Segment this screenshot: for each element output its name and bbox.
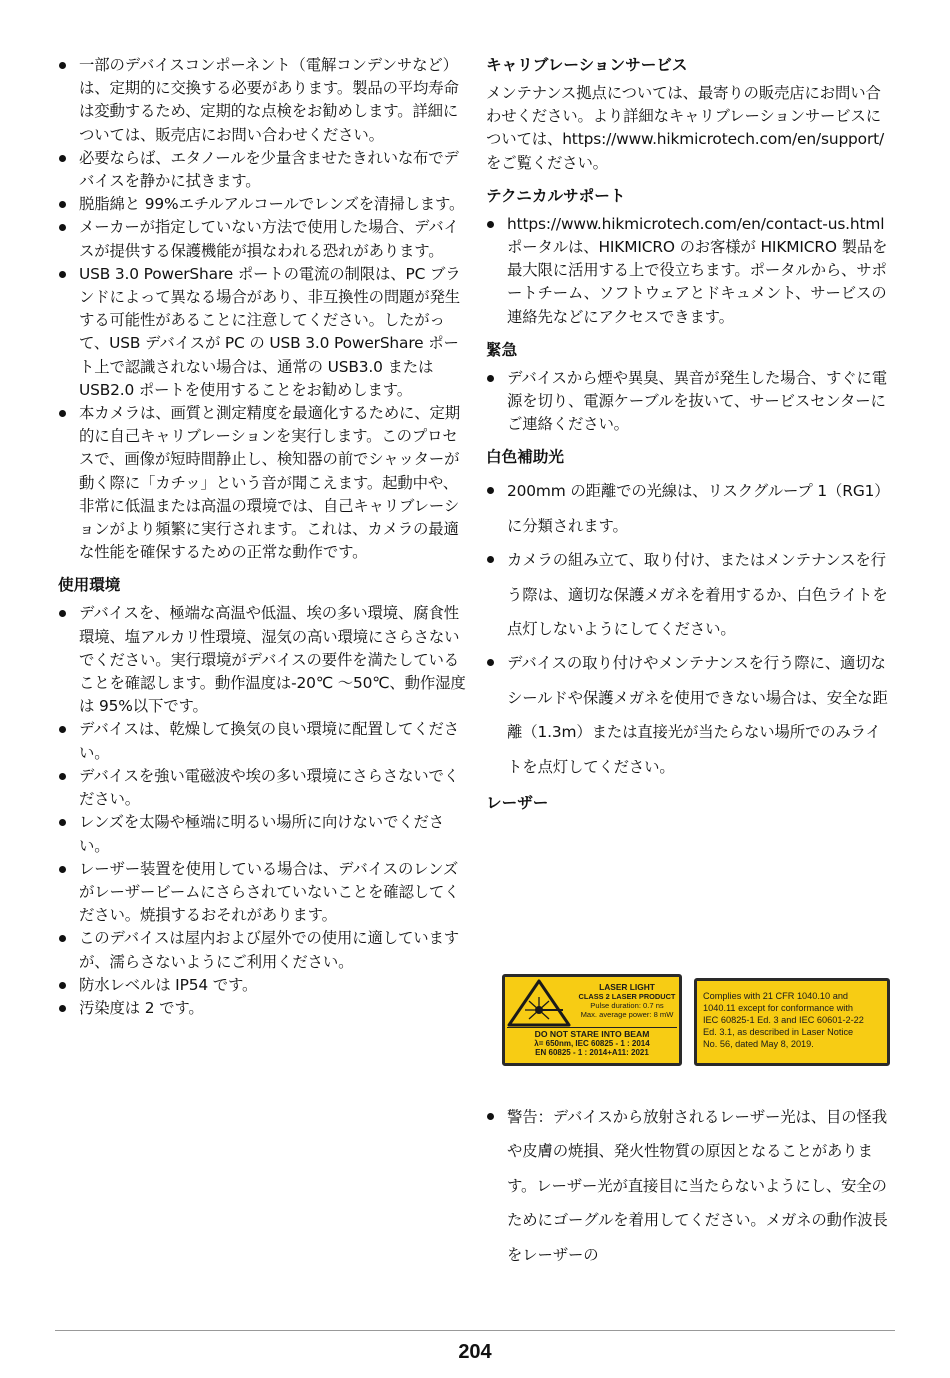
- env-heading: 使用環境: [58, 576, 121, 595]
- maintenance-list: [58, 54, 466, 564]
- page-number: 204: [458, 1341, 492, 1363]
- laser-label-line: LASER LIGHT: [599, 982, 655, 992]
- list-item: USB 3.0 PowerShare ポートの電流の制限は、PC ブランドによって異なる場合があり、非互換性の問題が発生する可能性があることに注意してください。したがって、USB デバイスが PC の USB 3.0 PowerShare ポート上で認識されない場合は、通常の USB3.0 または USB2.0 ポートを使用することをお勧めします。: [58, 263, 466, 402]
- laser-hazard-icon: [507, 979, 571, 1027]
- white-light-list: [486, 474, 894, 784]
- list-item: デバイスを強い電磁波や埃の多い環境にさらさないでください。: [58, 765, 466, 811]
- list-item: 防水レベルは IP54 です。: [58, 974, 466, 997]
- white-light-heading: 白色補助光: [486, 448, 564, 467]
- laser-warning-list: [486, 1100, 894, 1272]
- laser-label-bottom: [507, 1027, 677, 1057]
- list-item: 一部のデバイスコンポーネント（電解コンデンサなど）は、定期的に交換する必要があります。製品の平均寿命は変動するため、定期的な点検をお勧めします。詳細については、販売店にお問い合わせください。: [58, 54, 466, 147]
- emergency-list: [486, 367, 894, 437]
- left-column: [58, 54, 466, 1020]
- environment-list: [58, 602, 466, 1020]
- list-item: このデバイスは屋内および屋外での使用に適していますが、濡らさないようにご利用ください。: [58, 927, 466, 973]
- list-item: デバイスを、極端な高温や低温、埃の多い環境、腐食性環境、塩アルカリ性環境、湿気の高い環境にさらさないでください。実行環境がデバイスの要件を満たしていることを確認します。動作温度は-20℃ ～50℃、動作湿度は 95%以下です。: [58, 602, 466, 718]
- calibration-heading: キャリブレーションサービス: [486, 56, 688, 74]
- laser-label-line: λ= 650nm, IEC 60825 - 1 : 2014: [534, 1039, 650, 1048]
- list-item: 200mm の距離での光線は、リスクグループ 1（RG1）に分類されます。: [486, 474, 894, 543]
- laser-label-line: CLASS 2 LASER PRODUCT: [578, 992, 676, 1001]
- footer-divider: [55, 1330, 895, 1331]
- emergency-heading: 緊急: [486, 340, 518, 359]
- laser-label-text: [575, 982, 679, 1019]
- list-item: デバイスは、乾燥して換気の良い環境に配置してください。: [58, 718, 466, 764]
- list-item: デバイスから煙や異臭、異音が発生した場合、すぐに電源を切り、電源ケーブルを抜いて、サービスセンターにご連絡ください。: [486, 367, 894, 437]
- list-item: 脱脂綿と 99%エチルアルコールでレンズを清掃します。: [58, 193, 466, 216]
- list-item: レーザー装置を使用している場合は、デバイスのレンズがレーザービームにさらされていないことを確認してください。焼損するおそれがあります。: [58, 858, 466, 928]
- list-item: メーカーが指定していない方法で使用した場合、デバイスが提供する保護機能が損なわれる恐れがあります。: [58, 216, 466, 262]
- laser-label-line: Max. average power: 8 mW: [580, 1010, 674, 1019]
- laser-label-line: Pulse duration: 0.7 ns: [590, 1001, 664, 1010]
- calibration-text: メンテナンス拠点については、最寄りの販売店にお問い合わせください。より詳細なキャリブレーションサービスについては、https://www.hikmicrotech.com/en/support/をご覧ください。: [486, 84, 885, 172]
- list-item: デバイスの取り付けやメンテナンスを行う際に、適切なシールドや保護メガネを使用できない場合は、安全な距離（1.3m）または直接光が当たらない場所でのみライトを点灯してください。: [486, 646, 894, 784]
- list-item: 本カメラは、画質と測定精度を最適化するために、定期的に自己キャリブレーションを実行します。このプロセスで、画像が短時間静止し、検知器の前でシャッターが動く際に「カチッ」という音が聞こえます。起動中や、非常に低温または高温の環境では、自己キャリブレーションがより頻繁に実行されます。これは、カメラの最適な性能を確保するための正常な動作です。: [58, 402, 466, 564]
- tech-support-heading: テクニカルサポート: [486, 186, 626, 205]
- list-item: カメラの組み立て、取り付け、またはメンテナンスを行う際は、適切な保護メガネを着用するか、白色ライトを点灯しないようにしてください。: [486, 543, 894, 646]
- compliance-label: [694, 978, 890, 1066]
- compliance-line: No. 56, dated May 8, 2019.: [703, 1039, 814, 1049]
- laser-warning-label: [502, 974, 682, 1066]
- list-item: https://www.hikmicrotech.com/en/contact-us.html ポータルは、HIKMICRO のお客様が HIKMICRO 製品を最大限に活用する上で役立ちます。ポータルから、サポートチーム、ソフトウェアとドキュメント、サービスの連絡先などにアクセスできます。: [486, 213, 894, 329]
- tech-support-list: [486, 213, 894, 329]
- compliance-line: IEC 60825-1 Ed. 3 and IEC 60601-2-22: [703, 1015, 864, 1025]
- laser-label-line: DO NOT STARE INTO BEAM: [507, 1027, 677, 1039]
- laser-heading: レーザー: [486, 794, 549, 813]
- list-item: 必要ならば、エタノールを少量含ませたきれいな布でデバイスを静かに拭きます。: [58, 147, 466, 193]
- list-item: レンズを太陽や極端に明るい場所に向けないでください。: [58, 811, 466, 857]
- right-column: [486, 54, 894, 814]
- compliance-line: Complies with 21 CFR 1040.10 and: [703, 991, 849, 1001]
- compliance-line: 1040.11 except for conformance with: [703, 1003, 853, 1013]
- list-item: 警告：デバイスから放射されるレーザー光は、目の怪我や皮膚の焼損、発火性物質の原因となることがあります。レーザー光が直接目に当たらないようにし、安全のためにゴーグルを着用してください。メガネの動作波長をレーザーの: [486, 1100, 894, 1272]
- laser-label-line: EN 60825 - 1 : 2014+A11: 2021: [535, 1048, 649, 1057]
- compliance-line: Ed. 3.1, as described in Laser Notice: [703, 1027, 854, 1037]
- laser-warning-section: [486, 1100, 894, 1272]
- list-item: 汚染度は 2 です。: [58, 997, 466, 1020]
